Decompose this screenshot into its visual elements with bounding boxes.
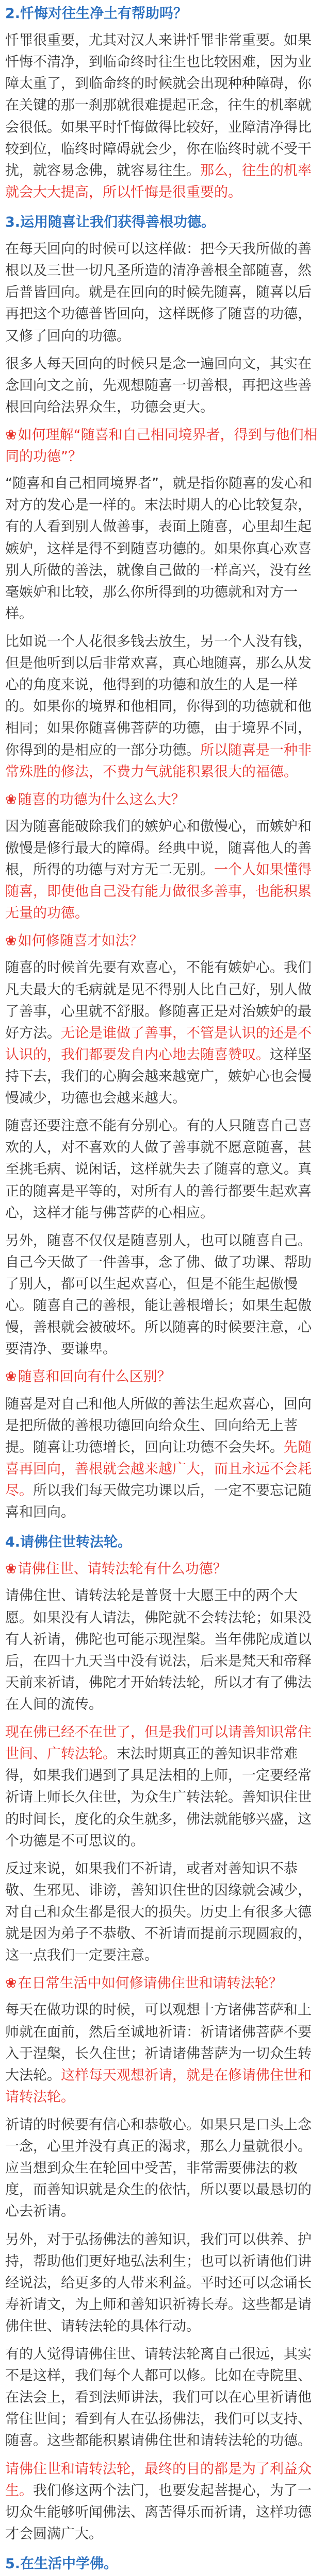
flower-bullet-icon: ❀ bbox=[5, 791, 17, 808]
body-text: 末法时期真正的善知识非常难得，如果我们遇到了具足法相的上师，一定要经常祈请上师长久住世，为众生广转法轮。善知识住世的时间长，度化的众生就多，佛法就能够兴盛，这个功德是不可思议的。 bbox=[5, 1746, 312, 1849]
question-text: 如何理解“随喜和自己相同境界者，得到与他们相同的功德”？ bbox=[5, 427, 318, 465]
body-text: 随喜是对自己和他人所做的善法生起欢喜心，回向是把所做的善根功德回向给众生、回向给无上菩提。随喜让功德增长，回向让功德不会失坏。 bbox=[5, 1396, 312, 1455]
body-paragraph bbox=[5, 816, 321, 925]
body-text: 因为随喜能破除我们的嫉妒心和傲慢心，而嫉妒和傲慢是修行最大的障碍。经典中说，随喜他人的善根，所得的功德与对方无二无别。 bbox=[5, 818, 312, 878]
body-paragraph bbox=[5, 1115, 321, 1224]
emphasis-text: 请佛住世和请转法轮，最终的目的都是为了利益众生。 bbox=[5, 2461, 312, 2499]
body-text: 这样坚持下去，我们的心胸会越来越宽广，嫉妒心也会慢慢减少，功德也会越来越大。 bbox=[5, 1046, 312, 1107]
body-text: 随喜还要注意不能有分别心。有的人只随喜自己喜欢的人，对不喜欢的人做了善事就不愿意随喜，甚至挑毛病、说闲话，这样就失去了随喜的意义。真正的随喜是平等的，对所有人的善行都要生起欢喜心，这样才能与佛菩萨的心相应。 bbox=[5, 1118, 312, 1221]
question-text: 随喜的功德为什么这么大？ bbox=[18, 791, 185, 808]
emphasis-text: 无论是谁做了善事，不管是认识的还是不认识的，我们都要发自内心地去随喜赞叹。 bbox=[5, 1025, 312, 1063]
body-paragraph bbox=[5, 473, 321, 625]
section-heading: 5.在生活中学佛。 bbox=[5, 2556, 118, 2572]
question-heading bbox=[5, 789, 321, 811]
body-text: 每天在做功课的时候，可以观想十方诸佛菩萨和上师就在面前，然后至诚地祈请：祈请诸佛菩萨不要入于涅槃，长久住世；祈请诸佛菩萨为一切众生转大法轮。 bbox=[5, 2002, 312, 2083]
emphasis-text: 那么，往生的机率就会大大提高，所以忏悔是很重要的。 bbox=[5, 162, 312, 200]
body-text: 另外，对于弘扬佛法的善知识，我们可以供养、护持，帮助他们更好地弘法利生；也可以祈请他们讲经说法，给更多的人带来利益。平时还可以念诵长寿祈请文，为上师和善知识祈祷长寿。这些都是请佛住世、请转法轮的具体行动。 bbox=[5, 2231, 312, 2334]
flower-bullet-icon: ❀ bbox=[5, 1975, 17, 1992]
qa-section bbox=[5, 212, 321, 1523]
body-paragraph bbox=[5, 1394, 321, 1524]
qa-section bbox=[5, 1532, 321, 2545]
body-paragraph bbox=[5, 2229, 321, 2338]
body-paragraph bbox=[5, 30, 321, 204]
body-paragraph bbox=[5, 1585, 321, 1716]
qa-section bbox=[5, 2553, 321, 2576]
body-text: 反过来说，如果我们不祈请，或者对善知识不恭敬、生邪见、诽谤，善知识住世的因缘就会减少，对自己和众生都是很大的损失。历史上有很多大德就是因为弟子不恭敬、不祈请而提前示现圆寂的，这一点我们一定要注意。 bbox=[5, 1860, 312, 1964]
emphasis-text: 现在佛已经不在世了，但是我们可以请善知识常住世间、广转法轮。 bbox=[5, 1724, 312, 1762]
body-text: 祈请的时候要有信心和恭敬心。如果只是口头上念一念，心里并没有真正的渴求，那么力量就很小。应当想到众生在轮回中受苦，非常需要佛法的救度，而善知识就是众生的依怙，所以要以最恳切的心去祈请。 bbox=[5, 2116, 312, 2220]
question-text: 在日常生活中如何修请佛住世和请转法轮？ bbox=[18, 1975, 283, 1992]
qa-section bbox=[5, 3, 321, 204]
question-heading bbox=[5, 930, 321, 952]
body-text: 所以我们每天做完功课以后，一定不要忘记随喜和回向。 bbox=[5, 1483, 312, 1521]
body-text: 忏罪很重要，尤其对汉人来讲忏罪非常重要。如果忏悔不清净，到临命终时往生也比较困难，因为业障太重了，到临命终的时候就会出现种种障碍，你在关键的那一刹那就很难提起正念，往生的机率就会很低。如果平时忏悔做得比较好，业障清净得比较到位，临终时障碍就会少，你在临终时就不受干扰，就容易念佛，就容易往生。 bbox=[5, 32, 312, 179]
question-heading bbox=[5, 1366, 321, 1388]
body-paragraph bbox=[5, 239, 321, 347]
emphasis-text: 所以随喜是一种非常殊胜的修法，不费力气就能积累很大的福德。 bbox=[5, 742, 312, 780]
body-text: 我们修这两个法门，也要发起菩提心，为了一切众生能够听闻佛法、离苦得乐而祈请，这样功德才会圆满广大。 bbox=[5, 2482, 312, 2542]
section-heading: 3.运用随喜让我们获得善根功德。 bbox=[5, 214, 216, 230]
flower-bullet-icon: ❀ bbox=[5, 1561, 17, 1578]
flower-bullet-icon: ❀ bbox=[5, 933, 17, 950]
body-paragraph bbox=[5, 957, 321, 1109]
body-text: 随喜的时候首先要有欢喜心，不能有嫉妒心。我们凡夫最大的毛病就是见不得别人比自己好，别人做了善事，心里就不舒服。修随喜正是对治嫉妒的最好方法。 bbox=[5, 960, 312, 1041]
body-paragraph bbox=[5, 2344, 321, 2452]
question-heading bbox=[5, 425, 321, 468]
body-text: “随喜和自己相同境界者”，就是指你随喜的发心和对方的发心是一样的。末法时期人的心比较复杂，有的人看到别人做善事，表面上随喜，心里却生起嫉妒，这样是得不到随喜功德的。如果你真心欢喜别人所做的善法，就像自己做的一样高兴，没有丝毫嫉妒和比较，那么你所得到的功德就和对方一样。 bbox=[5, 476, 312, 622]
section-heading: 2.忏悔对往生净土有帮助吗？ bbox=[5, 6, 188, 22]
body-text: 在每天回向的时候可以这样做：把今天我所做的善根以及三世一切凡圣所造的清净善根全部随喜，然后普皆回向。就是在回向的时候先随喜，随喜以后再把这个功德普皆回向，这样既修了随喜的功德，又修了回向的功德。 bbox=[5, 241, 312, 344]
emphasis-text: 一个人如果懂得随喜，即使他自己没有能力做很多善事，也能积累无量的功德。 bbox=[5, 862, 312, 922]
body-paragraph bbox=[5, 2114, 321, 2223]
body-text: 很多人每天回向的时候只是念一遍回向文，其实在念回向文之前，先观想随喜一切善根，再把这些善根回向给法界众生，功德会更大。 bbox=[5, 355, 312, 415]
body-paragraph bbox=[5, 2459, 321, 2545]
question-text: 请佛住世、请转法轮有什么功德？ bbox=[18, 1561, 227, 1578]
body-paragraph bbox=[5, 353, 321, 418]
emphasis-text: 这样每天观想祈请，就是在修请佛住世和请转法轮。 bbox=[5, 2067, 312, 2105]
emphasis-text: 先随喜再回向，善根就会越来越广大，而且永远不会耗尽。 bbox=[5, 1439, 312, 1499]
flower-bullet-icon: ❀ bbox=[5, 1369, 17, 1385]
body-text: 比如说一个人花很多钱去放生，另一个人没有钱，但是他听到以后非常欢喜，真心地随喜，那么从发心的角度来说，他得到的功德和放生的人是一样的。如果你的境界和他相同，你得到的功德就和他相同；如果你随喜佛菩萨的功德，由于境界不同，你得到的是相应的一部分功德。 bbox=[5, 633, 312, 758]
question-text: 随喜和回向有什么区别？ bbox=[18, 1369, 171, 1385]
body-text: 另外，随喜不仅仅是随喜别人，也可以随喜自己。自己今天做了一件善事，念了佛、做了功课、帮助了别人，都可以生起欢喜心，但是不能生起傲慢心。随喜自己的善根，能让善根增长；如果生起傲慢，善根就会被破坏。所以随喜的时候要注意，心要清净、要谦卑。 bbox=[5, 1232, 312, 1358]
question-heading bbox=[5, 1558, 321, 1580]
body-paragraph bbox=[5, 631, 321, 783]
body-text: 有的人觉得请佛住世、请转法轮离自己很远，其实不是这样，我们每个人都可以修。比如在寺院里、在法会上，看到法师讲法，我们可以在心里祈请他常住世间；看到有人在弘扬佛法，我们可以支持、随喜。这些都能积累请佛住世和请转法轮的功德。 bbox=[5, 2346, 312, 2449]
question-heading bbox=[5, 1973, 321, 1994]
body-paragraph bbox=[5, 1722, 321, 1852]
body-paragraph bbox=[5, 1999, 321, 2108]
body-paragraph bbox=[5, 1858, 321, 1967]
question-text: 如何修随喜才如法？ bbox=[18, 933, 143, 950]
body-text: 请佛住世、请转法轮是普贤十大愿王中的两个大愿。如果没有人请法，佛陀就不会转法轮；如果没有人祈请，佛陀也可能示现涅槃。当年佛陀成道以后，在四十九天当中没有说法，后来是梵天和帝释天前来祈请，佛陀才开始转法轮，所以才有了佛法在人间的流传。 bbox=[5, 1588, 312, 1713]
section-heading: 4.请佛住世转法轮。 bbox=[5, 1534, 132, 1551]
flower-bullet-icon: ❀ bbox=[5, 427, 17, 443]
body-paragraph bbox=[5, 1230, 321, 1361]
